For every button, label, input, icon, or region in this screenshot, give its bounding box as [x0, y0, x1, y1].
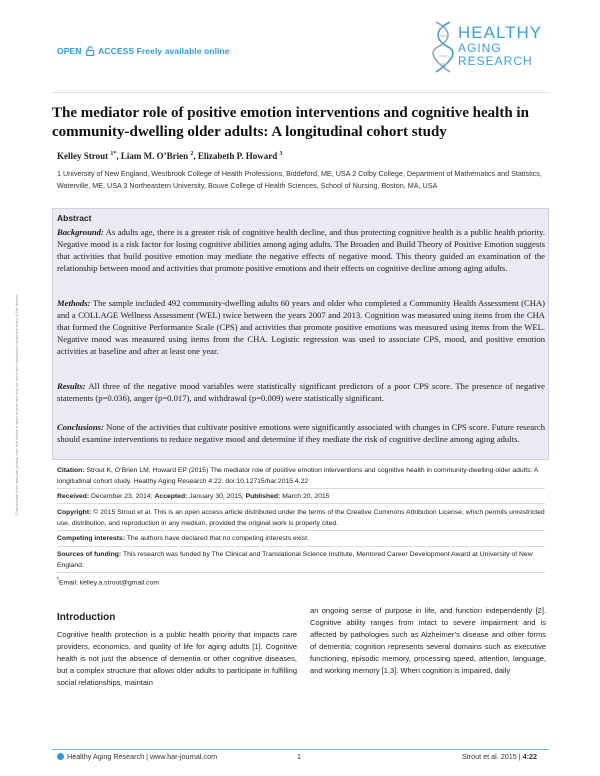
body-column-left: Cognitive health protection is a public health priority that impacts care providers, economics, and quality of life for aging adults [1]. Cognitive health is not just the absence of dementia or other cognitive diseases, but a complex structure that allows older adults to participate in fulfilling social relationships, maintain	[57, 630, 297, 687]
page-number: 1	[297, 752, 301, 761]
article-title: The mediator role of positive emotion interventions and cognitive health in community-dwelling older adults: A longitudinal cohort study	[52, 105, 529, 140]
footer-journal-text: Healthy Aging Research | www.har-journal.com	[67, 752, 218, 761]
abstract-section-text: All three of the negative mood variables were statistically significant predictors of a poor CPS score. The presence of negative statements (p=0.036), anger (p=0.017), and withdrawal (p=0.009) were statistically significant.	[57, 381, 545, 403]
funding	[57, 549, 545, 571]
abstract-background	[57, 226, 545, 274]
abstract-section-text: The sample included 492 community-dwelling adults 60 years and older who completed a Community Health Assessment (CHA) and a COLLAGE Wellness Assessment (WEL) twice between the years 2007 and 2013. Cognition was measured using items from the CHA that formed the Cognitive Performance Scale (CPS) and activities that promote positive emotions was measured using items from the WEL. Negative mood was measured using items from the CHA. Logistic regression was used to associate CPS, mood, and positive emotion activities at baseline and after at least one year.	[57, 298, 545, 356]
footer-journal	[57, 752, 217, 761]
abstract-conclusions	[57, 421, 545, 445]
side-margin-note	[15, 195, 23, 515]
author-affiliation-mark: 3	[279, 151, 283, 157]
open-lock-icon	[85, 46, 95, 56]
author-affiliation-mark: 2	[190, 151, 194, 157]
funding-text: This research was funded by The Clinical and Translational Science Institute, Mentored Career Development Award at University of New England.	[57, 551, 533, 569]
abstract-results	[57, 380, 545, 404]
meta-label: Received:	[57, 493, 90, 500]
abstract-section-label: Methods:	[57, 298, 91, 308]
meta-divider	[57, 572, 545, 573]
journal-dot-icon	[57, 753, 64, 760]
meta-divider	[57, 488, 545, 489]
meta-label: Accepted:	[154, 493, 188, 500]
citation	[57, 465, 545, 487]
meta-label: Competing interests:	[57, 535, 125, 542]
abstract-methods	[57, 297, 545, 357]
copyright	[57, 507, 545, 529]
footer-divider	[52, 749, 549, 750]
abstract-section-label: Background:	[57, 227, 104, 237]
meta-label: Published:	[245, 493, 281, 500]
published-date: March 20, 2015	[280, 493, 330, 500]
logo-text-healthy: HEALTHY	[458, 23, 543, 42]
logo-text-research: RESEARCH	[458, 54, 533, 68]
footer-reference-text: Strout et al. 2015 |	[462, 752, 523, 761]
author-list	[57, 151, 283, 161]
meta-divider	[57, 503, 545, 504]
author-name: , Liam M. O’Brien	[116, 151, 191, 161]
meta-label: Citation:	[57, 467, 85, 474]
open-access-suffix: ACCESS Freely available online	[98, 46, 230, 56]
footer-reference	[462, 752, 537, 761]
open-access-banner	[57, 46, 230, 56]
footer-volume: 4:22	[522, 752, 537, 761]
abstract-heading: Abstract	[57, 213, 92, 223]
competing-text: The authors have declared that no competing interests exist.	[124, 535, 309, 542]
meta-divider	[57, 546, 545, 547]
publication-dates	[57, 491, 545, 502]
accepted-date: January 30, 2015;	[187, 493, 246, 500]
citation-text: Strout K, O’Brien LM, Howard EP (2015) The mediator role of positive emotion interventions and cognitive health in community-dwelling older adults: A longitudinal cohort study. Healthy Aging Research 4:22. doi:10.12715/har.2015.4.22	[57, 467, 539, 485]
author-affiliation-mark: 1*	[110, 151, 117, 157]
corresponding-email	[57, 575, 545, 588]
meta-label: Sources of funding:	[57, 551, 122, 558]
abstract-section-text: As adults age, there is a greater risk of cognitive health decline, and thus protecting cognitive health is a public health priority. Negative mood is a risk factor for losing cognitive abilities among aging adults. The Broaden and Build Theory of Positive Emotion suggests that activities that build positive emotion may mediate the negative effects of negative mood. This theory guided an examination of the relationship between mood and activities that promote positive emotions and their effects on cognitive decline among aging adults.	[57, 227, 545, 273]
dna-helix-icon	[430, 16, 460, 78]
email-mark: *	[57, 577, 59, 583]
journal-logo	[430, 16, 550, 78]
abstract-section-label: Results:	[57, 381, 86, 391]
open-access-prefix: OPEN	[57, 46, 82, 56]
meta-divider	[57, 530, 545, 531]
header-divider	[52, 92, 549, 93]
author-name: , Elizabeth P. Howard	[193, 151, 280, 161]
body-column-right: an ongoing sense of purpose in life, and function independently [2]. Cognitive ability ranges from intact to severe impairment and is affected by pathologies such as Alzheimer’s disease and other forms of dementia; cognition represents several domains such as executive functioning, episodic memory, processing speed, attention, language, and working memory [1,3]. When cognition is impaired, daily	[310, 606, 546, 675]
competing-interests	[57, 533, 545, 544]
side-margin-text: Downloaded from www.har-journal.com; this article is open access and may be used and reproduced under the terms of the license.	[15, 293, 19, 515]
meta-label: Copyright:	[57, 509, 92, 516]
author-name: Kelley Strout	[57, 151, 111, 161]
abstract-section-label: Conclusions:	[57, 422, 104, 432]
affiliations: 1 University of New England, Westbrook College of Health Professions, Biddeford, ME, USA 2 Colby College, Department of Mathematics and Statistics, Waterville, ME, USA 3 Northeastern University, Bouve College of Health Sciences, School of Nursing, Boston, MA, USA	[57, 169, 542, 190]
logo-text-aging: AGING	[458, 41, 502, 55]
abstract-section-text: None of the activities that cultivate positive emotions were significantly associated with changes in CPS score. Future research should examine interventions to reduce negative mood and determine if they mediate the risk of cognitive decline among aging adults.	[57, 422, 545, 444]
section-heading-introduction: Introduction	[57, 612, 116, 623]
email-text: Email: kelley.a.strout@gmail.com	[58, 579, 160, 587]
copyright-text: © 2015 Strout et al. This is an open access article distributed under the terms of the Creative Commons Attribution License, which permits unrestricted use, distribution, and reproduction in any medium, provided the original work is properly cited.	[57, 509, 545, 527]
received-date: December 23, 2014;	[89, 493, 155, 500]
